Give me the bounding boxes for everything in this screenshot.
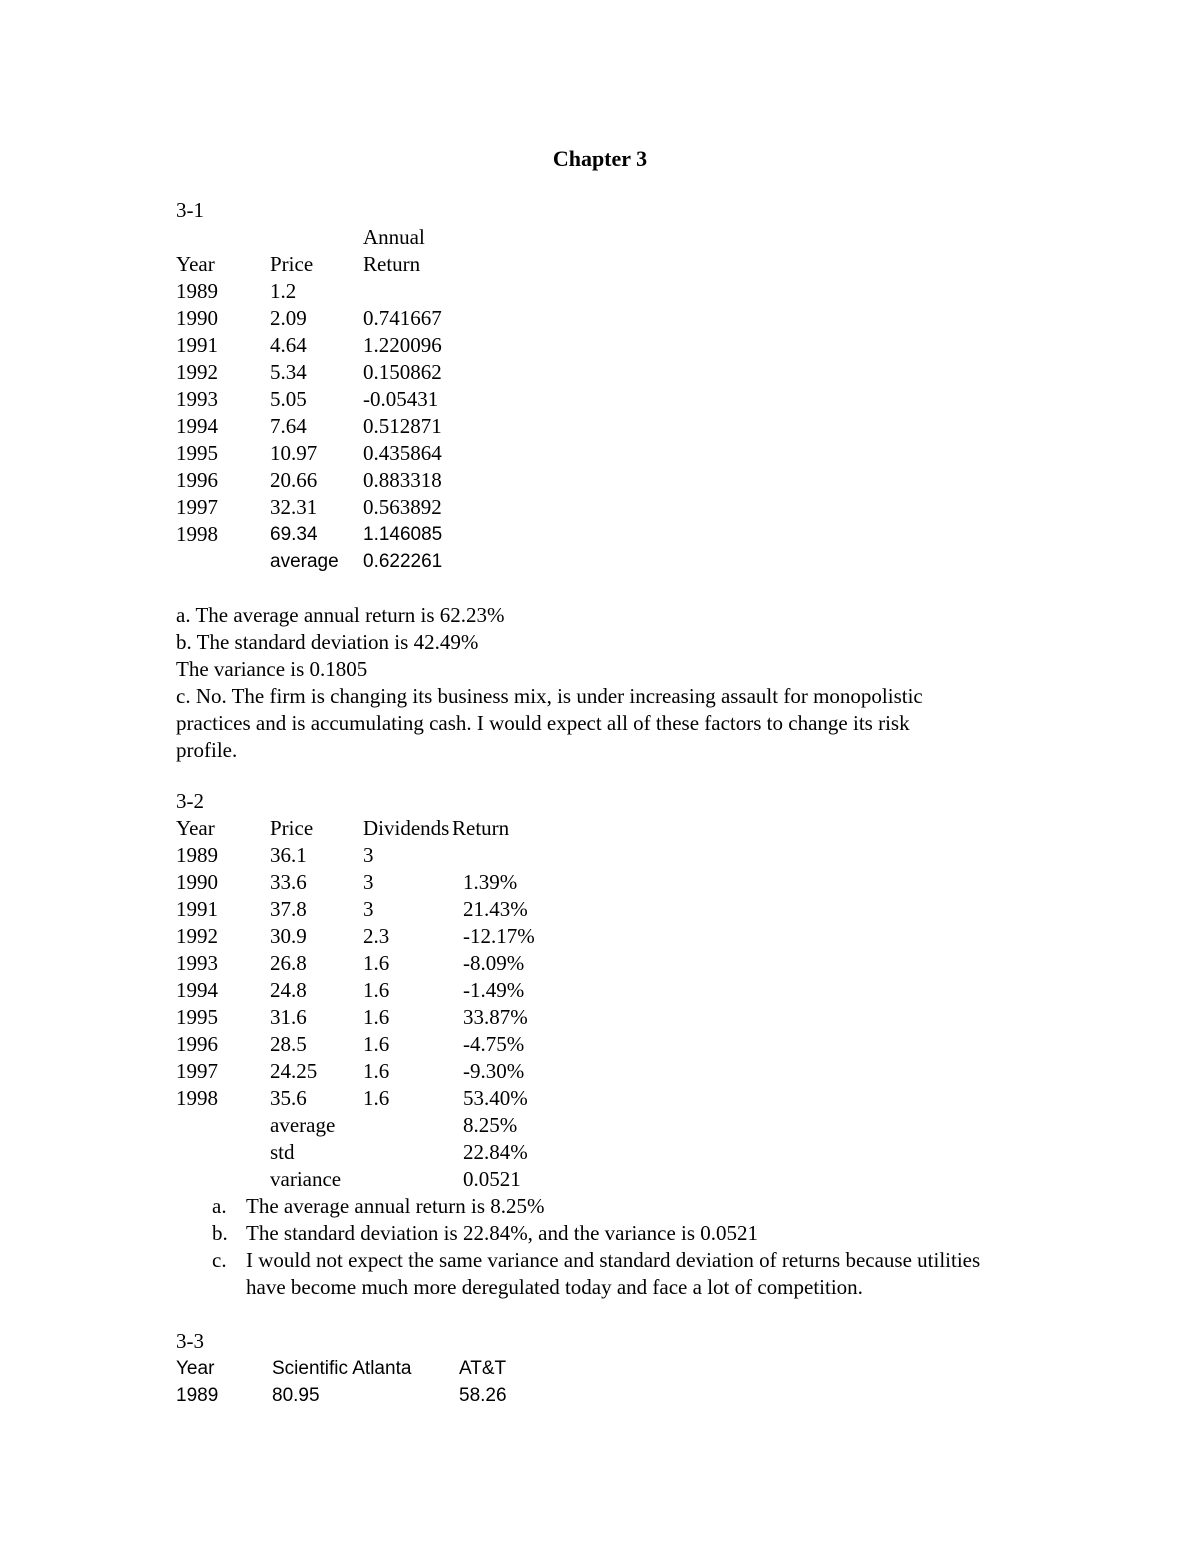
table-row — [176, 359, 1026, 386]
cell-year: 1990 — [176, 306, 218, 330]
column-header-price: Price — [270, 252, 314, 276]
section-heading: 3-3 — [176, 1329, 204, 1353]
list-marker: b. — [212, 1221, 228, 1245]
cell-year: 1992 — [176, 360, 218, 384]
cell-dividends: 1.6 — [363, 1059, 390, 1083]
cell-price: 10.97 — [270, 441, 318, 465]
list-item-text: The average annual return is 8.25% — [246, 1194, 545, 1218]
section-heading: 3-2 — [176, 789, 204, 813]
cell-price: 31.6 — [270, 1005, 307, 1029]
cell-price: 24.25 — [270, 1059, 318, 1083]
cell-return: 0.435864 — [363, 441, 442, 465]
cell-return: 0.150862 — [363, 360, 442, 384]
answer-a: a. The average annual return is 62.23% — [176, 603, 505, 627]
column-header-att: AT&T — [459, 1358, 507, 1379]
cell-dividends: 1.6 — [363, 951, 390, 975]
cell-return: 1.39% — [463, 870, 518, 894]
cell-price: 1.2 — [270, 279, 297, 303]
table-row — [176, 440, 1026, 467]
column-header-dividends: Dividends — [363, 816, 450, 840]
cell-return: -1.49% — [463, 978, 525, 1002]
table-row — [176, 521, 1026, 548]
cell-price: 32.31 — [270, 495, 318, 519]
cell-return: 53.40% — [463, 1086, 528, 1110]
cell-price: 30.9 — [270, 924, 307, 948]
section-heading: 3-1 — [176, 198, 204, 222]
cell-year: 1990 — [176, 870, 218, 894]
cell-year: 1994 — [176, 978, 218, 1002]
cell-dividends: 3 — [363, 843, 374, 867]
cell-dividends: 1.6 — [363, 1086, 390, 1110]
table-average-row — [176, 548, 1026, 575]
column-header-return: Return — [363, 252, 421, 276]
cell-year: 1991 — [176, 897, 218, 921]
cell-year: 1997 — [176, 495, 218, 519]
cell-price: 36.1 — [270, 843, 307, 867]
stat-value: 8.25% — [463, 1113, 518, 1137]
column-header-return: Return — [452, 816, 510, 840]
cell-dividends: 1.6 — [363, 1032, 390, 1056]
cell-return: 21.43% — [463, 897, 528, 921]
cell-year: 1995 — [176, 1005, 218, 1029]
cell-year: 1993 — [176, 951, 218, 975]
cell-year: 1991 — [176, 333, 218, 357]
answer-b: b. The standard deviation is 42.49% — [176, 630, 479, 654]
column-header-top: Annual — [363, 225, 425, 249]
page-title: Chapter 3 — [552, 146, 648, 171]
cell-return: -4.75% — [463, 1032, 525, 1056]
table-row — [176, 467, 1026, 494]
cell-price: 35.6 — [270, 1086, 307, 1110]
answer-c-line-1: c. No. The firm is changing its business mix, is under increasing assault for monopolistic — [176, 684, 923, 708]
cell-price: 2.09 — [270, 306, 307, 330]
average-value: 0.622261 — [363, 551, 443, 572]
cell-price: 28.5 — [270, 1032, 307, 1056]
table-row — [176, 305, 1026, 332]
cell-year: 1993 — [176, 387, 218, 411]
cell-price: 24.8 — [270, 978, 307, 1002]
cell-dividends: 3 — [363, 870, 374, 894]
cell-price: 37.8 — [270, 897, 307, 921]
stat-value: 22.84% — [463, 1140, 528, 1164]
cell-return: 0.563892 — [363, 495, 442, 519]
answers-3-1 — [176, 602, 1026, 764]
cell-year: 1989 — [176, 1385, 219, 1406]
column-header-year: Year — [176, 1358, 215, 1379]
list-item — [176, 1220, 1036, 1247]
list-item-text: The standard deviation is 22.84%, and the variance is 0.0521 — [246, 1221, 759, 1245]
column-header-year: Year — [176, 816, 215, 840]
answer-c-line-3: profile. — [176, 738, 238, 762]
cell-dividends: 1.6 — [363, 978, 390, 1002]
list-item — [176, 1193, 1036, 1220]
cell-return: 1.146085 — [363, 524, 443, 545]
stat-label: variance — [270, 1167, 342, 1191]
column-header-year: Year — [176, 252, 215, 276]
cell-price: 33.6 — [270, 870, 307, 894]
cell-price: 26.8 — [270, 951, 307, 975]
cell-price: 69.34 — [270, 524, 318, 545]
average-label: average — [270, 551, 339, 572]
cell-dividends: 2.3 — [363, 924, 390, 948]
cell-year: 1989 — [176, 843, 218, 867]
cell-return: -0.05431 — [363, 387, 439, 411]
table-row — [176, 332, 1026, 359]
cell-year: 1989 — [176, 279, 218, 303]
cell-price: 20.66 — [270, 468, 318, 492]
list-marker: a. — [212, 1194, 227, 1218]
table-header-row — [176, 251, 1026, 278]
stat-label: std — [270, 1140, 295, 1164]
answer-c-line-2: practices and is accumulating cash. I would expect all of these factors to change its risk — [176, 711, 910, 735]
cell-return: 1.220096 — [363, 333, 442, 357]
cell-year: 1996 — [176, 468, 218, 492]
cell-year: 1998 — [176, 1086, 218, 1110]
cell-return: 0.883318 — [363, 468, 442, 492]
list-marker: c. — [212, 1248, 227, 1272]
cell-price: 5.34 — [270, 360, 307, 384]
cell-scientific-atlanta: 80.95 — [272, 1385, 320, 1406]
cell-price: 4.64 — [270, 333, 307, 357]
cell-return: 33.87% — [463, 1005, 528, 1029]
cell-return: 0.512871 — [363, 414, 442, 438]
cell-price: 5.05 — [270, 387, 307, 411]
cell-dividends: 3 — [363, 897, 374, 921]
cell-year: 1995 — [176, 441, 218, 465]
stat-label: average — [270, 1113, 336, 1137]
table-row — [176, 386, 1026, 413]
stat-value: 0.0521 — [463, 1167, 521, 1191]
cell-price: 7.64 — [270, 414, 307, 438]
table-row — [176, 413, 1026, 440]
column-header-scientific-atlanta: Scientific Atlanta — [272, 1358, 412, 1379]
cell-year: 1997 — [176, 1059, 218, 1083]
cell-return: -8.09% — [463, 951, 525, 975]
cell-return: -12.17% — [463, 924, 535, 948]
table-row — [176, 494, 1026, 521]
cell-return: -9.30% — [463, 1059, 525, 1083]
cell-year: 1998 — [176, 522, 218, 546]
cell-att: 58.26 — [459, 1385, 507, 1406]
cell-dividends: 1.6 — [363, 1005, 390, 1029]
section-3-1 — [176, 197, 1026, 764]
answers-3-2 — [176, 1193, 1036, 1301]
cell-year: 1994 — [176, 414, 218, 438]
table-row — [176, 278, 1026, 305]
column-header-price: Price — [270, 816, 314, 840]
list-item-text: I would not expect the same variance and standard deviation of returns because utilities have become much more deregulated today and face a lot of competition. — [246, 1248, 981, 1299]
list-item — [176, 1247, 1036, 1301]
cell-return: 0.741667 — [363, 306, 442, 330]
cell-year: 1992 — [176, 924, 218, 948]
cell-year: 1996 — [176, 1032, 218, 1056]
answer-variance: The variance is 0.1805 — [176, 657, 368, 681]
